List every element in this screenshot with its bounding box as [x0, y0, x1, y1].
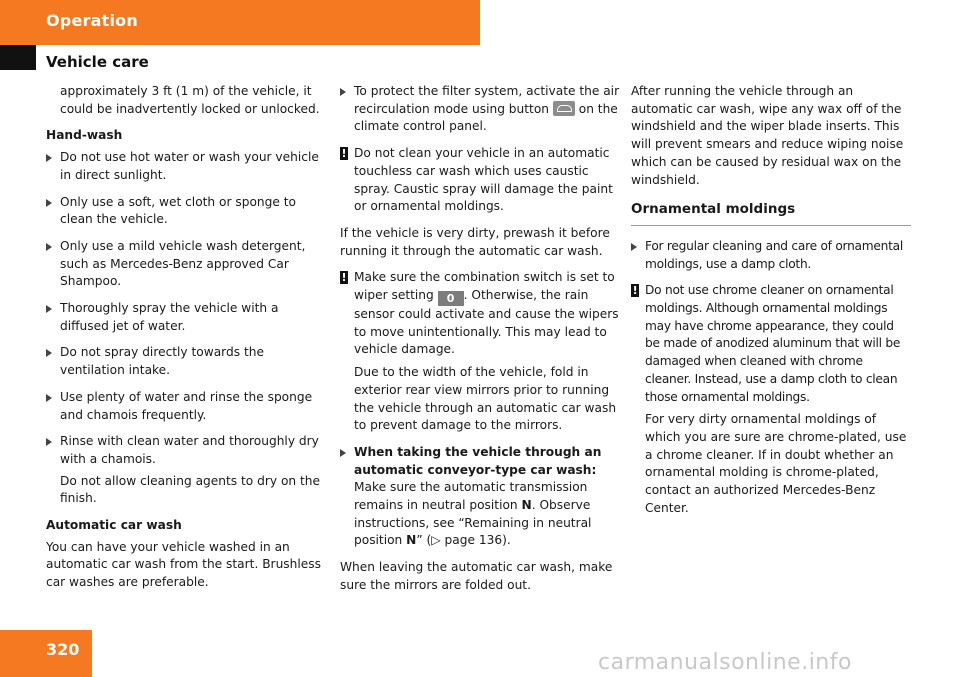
hand-wash-list: [46, 149, 326, 469]
bullet-arrow-icon: [46, 305, 52, 313]
filter-text-before: To protect the filter system, activate the air recirculation mode using button: [354, 84, 620, 116]
wiper-setting-icon: 0: [438, 291, 464, 306]
warning-chrome: [631, 282, 911, 406]
list-item-text: Use plenty of water and rinse the sponge and chamois frequently.: [60, 389, 313, 422]
page-reference-link[interactable]: ” (▷ page 136).: [416, 533, 511, 548]
list-item-text: Rinse with clean water and thoroughly dry with a chamois.: [60, 434, 319, 466]
bullet-arrow-icon: [46, 349, 52, 357]
list-item-text: Do not spray directly towards the ventilation intake.: [60, 345, 264, 378]
subsection-title: Vehicle care: [46, 53, 149, 71]
heading-divider: [631, 225, 911, 226]
conveyor-text-2: . Observe instructions, see “Remaining in neutral position: [354, 498, 592, 548]
warning-touchless: [340, 145, 620, 216]
list-item: [46, 389, 326, 424]
section-title: Operation: [46, 11, 138, 30]
automatic-car-wash-text: You can have your vehicle washed in an automatic car wash from the start. Brushless car washes are preferable.: [46, 539, 321, 590]
bullet-arrow-icon: [340, 449, 346, 457]
warning-icon: !: [341, 271, 347, 285]
bullet-arrow-icon: [631, 243, 637, 251]
section-tab-marker: [0, 45, 36, 70]
intro-text: approximately 3 ft (1 m) of the vehicle, it could be inadvertently locked or unlocked.: [60, 84, 320, 116]
ornamental-item-text: For regular cleaning and care of ornamental moldings, use a damp cloth.: [645, 238, 903, 271]
leaving-text: When leaving the automatic car wash, make sure the mirrors are folded out.: [340, 560, 613, 592]
list-item-conveyor: [340, 444, 620, 550]
neutral-position: N: [521, 498, 532, 513]
list-item-ornamental: [631, 238, 911, 273]
neutral-position: N: [406, 533, 417, 548]
mirrors-note: Due to the width of the vehicle, fold in exterior rear view mirrors prior to running the vehicle through an automatic car wash to prevent damage to the mirrors.: [354, 365, 617, 433]
list-item-filter: [340, 83, 620, 136]
conveyor-text-1: Make sure the automatic transmission remains in neutral position: [354, 480, 588, 513]
air-recirculation-icon: [553, 101, 575, 116]
warning-wiper-text-before: Make sure the combination switch is set to wiper setting: [354, 270, 615, 303]
bullet-arrow-icon: [46, 243, 52, 251]
warning-touchless-text: Do not clean your vehicle in an automatic touchless car wash which uses caustic spray. Caustic spray will damage the paint or ornamental moldings.: [354, 146, 613, 214]
warning-icon: !: [341, 147, 347, 161]
list-item: [46, 238, 326, 291]
list-item-text: Only use a mild vehicle wash detergent, such as Mercedes-Benz approved Car Shampoo.: [60, 238, 306, 289]
after-wash-text: After running the vehicle through an automatic car wash, wipe any wax off of the windshield and the wiper blade inserts. This will prevent smears and reduce wiping noise which can be caused by residual wax on the windshield.: [631, 84, 904, 187]
page-number: 320: [46, 640, 80, 659]
watermark: carmanualsonline.info: [598, 650, 852, 675]
list-item-text: Thoroughly spray the vehicle with a diffused jet of water.: [60, 301, 279, 333]
bullet-arrow-icon: [46, 394, 52, 402]
bullet-arrow-icon: [46, 199, 52, 207]
warning-wiper: [340, 269, 620, 359]
column-left: [46, 83, 326, 601]
column-middle: [340, 83, 620, 604]
ornamental-moldings-heading: Ornamental moldings: [631, 201, 796, 218]
warning-wiper-text-after: . Otherwise, the rain sensor could activate and cause the wipers to move unintentionally. This may lead to vehicle damage.: [354, 288, 619, 357]
bullet-arrow-icon: [340, 88, 346, 96]
automatic-car-wash-heading: Automatic car wash: [46, 518, 182, 533]
prewash-text: If the vehicle is very dirty, prewash it before running it through the automatic car wash.: [340, 225, 610, 258]
column-right: [631, 83, 911, 526]
hand-wash-note: Do not allow cleaning agents to dry on the finish.: [60, 473, 321, 506]
hand-wash-heading: Hand-wash: [46, 128, 123, 143]
list-item-text: Do not use hot water or wash your vehicle in direct sunlight.: [60, 150, 319, 182]
bullet-arrow-icon: [46, 154, 52, 162]
list-item: [46, 300, 326, 335]
list-item-text: Only use a soft, wet cloth or sponge to clean the vehicle.: [60, 194, 296, 227]
conveyor-heading: When taking the vehicle through an automatic conveyor-type car wash:: [354, 444, 602, 477]
warning-icon: !: [632, 284, 638, 298]
warning-chrome-text: Do not use chrome cleaner on ornamental moldings. Although ornamental moldings may have chrome appearance, they could be made of anodized aluminum that will be damaged when cleaned with chrome cleaner. Instead, use a damp cloth to clean those ornamental moldings.: [645, 283, 901, 404]
chrome-note: For very dirty ornamental moldings of which you are sure are chrome-plated, use a chrome cleaner. If in doubt whether an ornamental molding is chrome-plated, contact an authorized Mercedes-Benz Center.: [645, 412, 907, 515]
filter-text-after: on the climate control panel.: [354, 101, 618, 134]
list-item: [46, 433, 326, 468]
bullet-arrow-icon: [46, 438, 52, 446]
list-item: [46, 149, 326, 184]
list-item: [46, 194, 326, 229]
list-item: [46, 344, 326, 379]
